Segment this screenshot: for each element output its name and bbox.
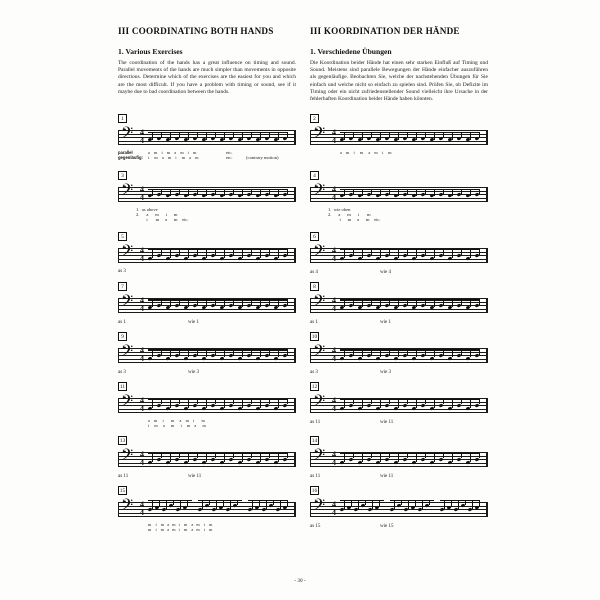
time-signature: 4 4 <box>332 184 336 202</box>
bass-clef-icon: 𝄢 <box>313 445 326 468</box>
time-signature: 4 4 <box>332 127 336 145</box>
as-note-16-de: wie 15 <box>380 524 394 530</box>
caption-line-3: i m a m etc. <box>328 217 381 223</box>
time-signature: 4 4 <box>332 395 336 413</box>
system-number-badge: 7 <box>118 282 127 291</box>
as-note-9-de: wie 3 <box>188 370 199 376</box>
time-signature: 4 4 <box>140 245 144 263</box>
system-row-7 <box>118 436 488 479</box>
system-number-badge: 13 <box>119 438 126 445</box>
label-parallel: parallel <box>118 150 133 156</box>
system-number-badge: 11 <box>119 384 126 391</box>
barline-right <box>486 502 488 516</box>
system-number-badge: 10 <box>311 334 318 341</box>
bass-clef-icon: 𝄢 <box>313 180 326 203</box>
barline-right <box>294 130 296 144</box>
as-note-8-en: as 1 <box>310 320 318 326</box>
barline-right <box>294 502 296 516</box>
staff-10 <box>310 342 488 368</box>
barline-left <box>310 502 311 516</box>
time-signature: 4 4 <box>140 499 144 517</box>
barline-right <box>294 398 296 412</box>
fingering-row-2: i m a m i m a m <box>148 155 199 161</box>
music-system-8 <box>310 282 488 325</box>
music-system-3 <box>118 171 296 223</box>
fingering-tail-2: etc. <box>226 155 233 161</box>
bass-clef-icon: 𝄢 <box>121 445 134 468</box>
note-group <box>148 242 292 268</box>
barline-left <box>118 452 119 466</box>
right-section-title: 1. Verschiedene Übungen <box>310 47 392 56</box>
note-group <box>148 496 292 522</box>
left-section-title: 1. Various Exercises <box>118 47 183 56</box>
system-number-badge: 2 <box>310 114 319 123</box>
barline-left <box>118 398 119 412</box>
bass-clef-icon: 𝄢 <box>121 495 134 518</box>
system-number-badge: 1 <box>118 114 127 123</box>
time-signature: 4 4 <box>140 345 144 363</box>
as-note-12-de: wie 11 <box>380 420 394 426</box>
staff-9 <box>118 342 296 368</box>
caption-line-2: 2. a m i m <box>136 212 178 218</box>
system-row-2 <box>118 171 488 223</box>
music-system-14 <box>310 436 488 479</box>
staff-4 <box>310 181 488 207</box>
time-signature: 4 4 <box>332 499 336 517</box>
staff-14 <box>310 446 488 472</box>
barline-right <box>294 348 296 362</box>
barline-right <box>486 348 488 362</box>
as-note-14-en: as 11 <box>310 474 321 480</box>
music-system-15 <box>118 486 296 533</box>
time-signature: 4 4 <box>140 184 144 202</box>
as-note-7-en: as 1 <box>118 320 126 326</box>
time-signature: 4 4 <box>332 295 336 313</box>
barline-left <box>118 248 119 262</box>
system-row-1 <box>118 114 488 162</box>
barline-right <box>294 298 296 312</box>
as-note-9-en: as 3 <box>118 370 126 376</box>
note-group <box>340 496 484 522</box>
barline-right <box>486 130 488 144</box>
bass-clef-icon: 𝄢 <box>313 495 326 518</box>
system-number-badge: 8 <box>310 282 319 291</box>
staff-15 <box>118 496 296 522</box>
staff-2 <box>310 124 488 150</box>
system-number-badge: 16 <box>311 488 318 495</box>
bass-clef-icon: 𝄢 <box>121 291 134 314</box>
music-system-11 <box>118 382 296 429</box>
note-group <box>148 392 292 418</box>
system-row-8 <box>118 486 488 533</box>
fingering-row-1: a m i m a m i m <box>148 150 197 156</box>
note-group <box>340 181 484 207</box>
system-row-5 <box>118 332 488 375</box>
note-group <box>340 292 484 318</box>
time-signature: 4 4 <box>140 295 144 313</box>
barline-left <box>118 298 119 312</box>
system-number-badge: 15 <box>119 488 126 495</box>
caption-line-2: 2. a m i m <box>328 212 371 218</box>
music-system-10 <box>310 332 488 375</box>
barline-right <box>486 248 488 262</box>
time-signature: 4 4 <box>332 345 336 363</box>
barline-right <box>486 298 488 312</box>
note-group <box>148 292 292 318</box>
music-system-7 <box>118 282 296 325</box>
staff-1 <box>118 124 296 150</box>
as-note-12-en: as 11 <box>310 420 321 426</box>
right-body-text: Die Koordination beider Hände hat einen sehr starken Einfluß auf Timing und Sound. Meistens sind parallele Bewegungen der Hände einfacher auszuführen als gegenläufige. Beobachten Sie, welche der nachstehenden Übungen für Sie einfach und welche nicht so einfach zu spielen sind. Prüfen Sie, ob Defizite im Timing oder ein nicht zufriedenstellender Sound vielleicht ihre Ursache in der fehlerhaften Koordination beider Hände haben könnten. <box>310 60 488 103</box>
note-group <box>340 446 484 472</box>
barline-right <box>486 452 488 466</box>
fingering-row-1: m i m a m i m a m i m <box>148 522 213 528</box>
caption-line-1: 1. wie oben <box>328 207 351 213</box>
left-text-column <box>118 26 296 103</box>
system-row-6 <box>118 382 488 429</box>
as-note-7-de: wie 1 <box>188 320 199 326</box>
note-group <box>148 342 292 368</box>
as-note-13-en: as 11 <box>118 474 129 480</box>
music-system-16 <box>310 486 488 533</box>
barline-left <box>118 130 119 144</box>
as-note-14-de: wie 11 <box>380 474 394 480</box>
as-note-10-en: as 3 <box>310 370 318 376</box>
barline-right <box>294 452 296 466</box>
staff-16 <box>310 496 488 522</box>
caption-contrary-motion: (contrary motion) <box>246 155 279 161</box>
system-number-badge: 4 <box>310 171 319 180</box>
staff-8 <box>310 292 488 318</box>
staff-7 <box>118 292 296 318</box>
caption-line-3: i m a m etc. <box>136 217 189 223</box>
barline-left <box>310 187 311 201</box>
music-system-2 <box>310 114 488 162</box>
barline-left <box>310 398 311 412</box>
note-group <box>340 392 484 418</box>
music-system-12 <box>310 382 488 429</box>
music-system-13 <box>118 436 296 479</box>
system-number-badge: 6 <box>310 232 319 241</box>
time-signature: 4 4 <box>332 449 336 467</box>
staff-12 <box>310 392 488 418</box>
system-number-badge: 14 <box>311 438 318 445</box>
barline-right <box>294 248 296 262</box>
system-number-badge: 12 <box>311 384 318 391</box>
staff-3 <box>118 181 296 207</box>
music-system-5 <box>118 232 296 275</box>
note-group <box>340 342 484 368</box>
text-columns <box>118 26 488 103</box>
system-number-badge: 3 <box>118 171 127 180</box>
barline-right <box>486 398 488 412</box>
system-number-badge: 5 <box>118 232 127 241</box>
staff-5 <box>118 242 296 268</box>
caption-line-1: 1. as above <box>136 207 158 213</box>
fingering-row-1: a m i m a m i m <box>340 150 392 156</box>
system-row-4 <box>118 282 488 325</box>
system-number-badge: 9 <box>118 332 127 341</box>
as-note-8-de: wie 1 <box>380 320 391 326</box>
label-gegenlaeufig: gegenläufig: <box>118 155 143 161</box>
page-number: - 30 - <box>294 578 306 584</box>
barline-left <box>310 348 311 362</box>
barline-left <box>118 187 119 201</box>
left-body-text: The coordination of the hands has a great influence on timing and sound. Parallel movements of the hands are much simpler than movements in opposite directions. Determine which of the exercises are the easiest for you and which are the most difficult. If you have a problem with timing or sound, see if it maybe due to bad coordination between the hands. <box>118 60 296 95</box>
page-content <box>118 26 488 540</box>
system-row-3 <box>118 232 488 275</box>
fingering-row-2: i m a m i m a m <box>148 423 206 429</box>
as-note-5: as 3 <box>118 269 126 275</box>
time-signature: 4 4 <box>140 449 144 467</box>
as-note-6-en: as 4 <box>310 270 318 276</box>
time-signature: 4 4 <box>140 395 144 413</box>
staff-11 <box>118 392 296 418</box>
bass-clef-icon: 𝄢 <box>313 341 326 364</box>
barline-right <box>486 187 488 201</box>
barline-left <box>310 298 311 312</box>
note-group <box>148 124 292 150</box>
staff-13 <box>118 446 296 472</box>
barline-left <box>118 502 119 516</box>
bass-clef-icon: 𝄢 <box>121 241 134 264</box>
barline-left <box>118 348 119 362</box>
bass-clef-icon: 𝄢 <box>121 123 134 146</box>
time-signature: 4 4 <box>332 245 336 263</box>
bass-clef-icon: 𝄢 <box>121 391 134 414</box>
right-chapter-title: III KOORDINATION DER HÄNDE <box>310 26 460 36</box>
as-note-13-de: wie 11 <box>188 474 202 480</box>
as-note-10-de: wie 3 <box>380 370 391 376</box>
as-note-6-de: wie 4 <box>380 270 391 276</box>
barline-left <box>310 248 311 262</box>
as-note-16-en: as 15 <box>310 524 321 530</box>
music-system-6 <box>310 232 488 275</box>
music-system-9 <box>118 332 296 375</box>
note-group <box>340 124 484 150</box>
note-group <box>340 242 484 268</box>
music-system-4 <box>310 171 488 223</box>
bass-clef-icon: 𝄢 <box>313 391 326 414</box>
fingering-row-1: a m i m a m i m <box>148 418 205 424</box>
bass-clef-icon: 𝄢 <box>313 241 326 264</box>
music-systems <box>118 114 488 533</box>
left-chapter-title: III COORDINATING BOTH HANDS <box>118 26 274 36</box>
bass-clef-icon: 𝄢 <box>121 341 134 364</box>
staff-6 <box>310 242 488 268</box>
music-system-1 <box>118 114 296 162</box>
fingering-tail-1: etc. <box>226 150 233 156</box>
bass-clef-icon: 𝄢 <box>313 123 326 146</box>
barline-left <box>310 452 311 466</box>
fingering-row-2: m i m a m i m a m i m <box>148 527 213 533</box>
barline-left <box>310 130 311 144</box>
note-group <box>148 181 292 207</box>
right-text-column <box>310 26 488 103</box>
bass-clef-icon: 𝄢 <box>313 291 326 314</box>
time-signature: 4 4 <box>140 127 144 145</box>
bass-clef-icon: 𝄢 <box>121 180 134 203</box>
note-group <box>148 446 292 472</box>
barline-right <box>294 187 296 201</box>
